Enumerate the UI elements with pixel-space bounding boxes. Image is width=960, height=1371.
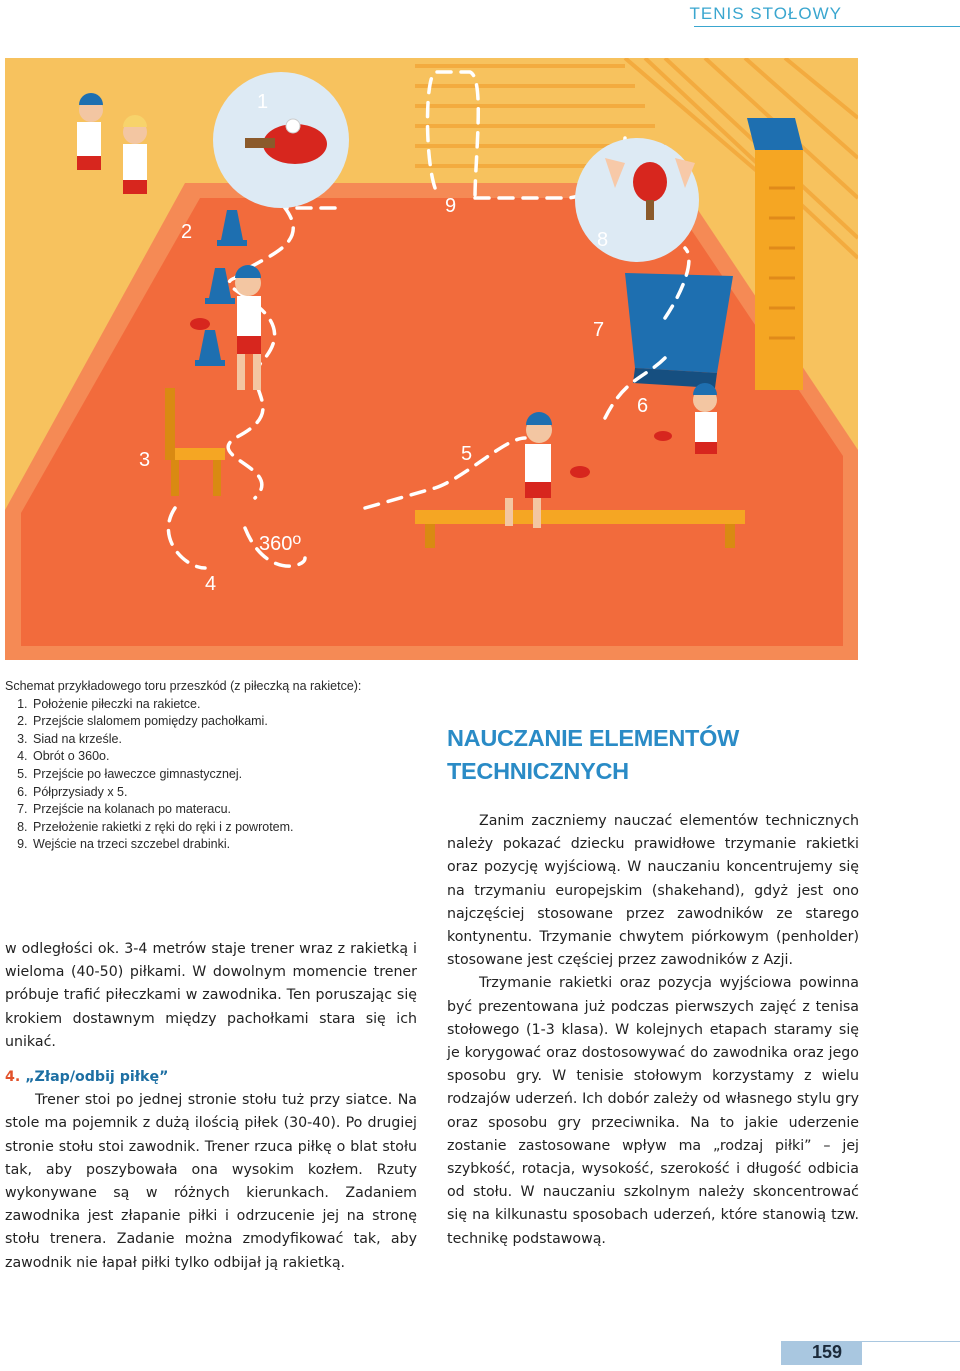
section-heading [447,722,859,788]
heading-line: NAUCZANIE ELEMENTÓW [447,725,739,751]
caption-title: Schemat przykładowego toru przeszkód (z piłeczką na rakietce): [5,679,362,693]
header-divider [694,26,960,27]
list-item: 1. Położenie piłeczki na rakietce. [31,696,405,714]
exercise-title: „Złap/odbij piłkę” [25,1069,169,1086]
body-paragraph: Trzymanie rakietki oraz pozycja wyjściowa powinna być prezentowana już podczas pierwszych zajęć z tenisa stołowego (1-3 klasa). W kolejnych etapach staramy się je korygować oraz dostosowywać do zawodnika oraz jego sposobu gry. W tenisie stołowym korzystamy z wielu rodzajów uderzeń. Ich dobór zależy od własnego stylu gry oraz sposobu gry przeciwnika. Na to jakie uderzenie zostanie zastosowane wpływ ma „rodzaj piłki” – jej szybkość, rotacja, wysokość, szerokość i długość odbicia od stołu. W nauczaniu szkolnym należy skoncentrować się na kilkunastu sposobach uderzeń, które stanowią tzw. technikę podstawową. [447,975,859,1247]
child-figure-icon [123,115,147,194]
list-item: 4. Obrót o 360o. [31,748,405,766]
list-item: 3. Siad na krześle. [31,731,405,749]
station-number: 2 [181,221,193,243]
exercise-number: 4. [5,1069,21,1086]
page-number: 159 [812,1342,843,1362]
figure-caption [5,678,405,854]
station-number: 9 [445,195,457,217]
list-item: 2. Przejście slalomem pomiędzy pachołkami. [31,713,405,731]
bench-icon [747,118,803,390]
list-item: 9. Wejście na trzeci szczebel drabinki. [31,836,405,854]
station-number: 3 [139,449,151,471]
station-number: 5 [461,443,473,465]
caption-list [5,696,405,854]
list-item: 5. Przejście po ławeczce gimnastycznej. [31,766,405,784]
page-header [0,0,960,28]
list-item: 8. Przełożenie rakietki z ręki do ręki i z powrotem. [31,819,405,837]
rotation-label: 360$^o$ [259,531,302,555]
exercise-heading [5,1066,417,1089]
heading-line: TECHNICZNYCH [447,758,629,784]
left-column [5,938,417,1275]
station-number: 8 [597,229,609,251]
body-paragraph: Trener stoi po jednej stronie stołu tuż przy siatce. Na stole ma pojemnik z dużą ilością piłek (30-40). Po drugiej stronie stołu stoi zawodnik. Trener rzuca piłkę o blat stołu tak, aby poszybowała ona wysokim kozłem. Rzuty wykonywane są w różnych kierunkach. Zadaniem zawodnika jest złapanie piłki i odrzucenie jej na stronę stołu trenera. Zadanie można zmodyfikować tak, aby zawodnik nie łapał piłki tylko odbijał ją rakietką. [5,1092,417,1271]
section-title: TENIS STOŁOWY [689,4,842,23]
body-paragraph: w odległości ok. 3-4 metrów staje trener wraz z rakietką i wieloma (40-50) piłkami. W dowolnym momencie trener próbuje trafić piłeczkami w zawodnika. Ten poruszając się krokiem dostawnym między pachołkami stara się ich unikać. [5,941,417,1050]
footer-rule [862,1341,960,1365]
station-number: 6 [637,395,649,417]
list-item: 7. Przejście na kolanach po materacu. [31,801,405,819]
right-column [447,722,859,1251]
station-number: 4 [205,573,217,595]
obstacle-course-illustration [5,58,858,660]
station-number: 7 [593,319,605,341]
list-item: 6. Półprzysiady x 5. [31,784,405,802]
child-figure-icon [77,93,103,170]
station-8-callout [575,138,699,262]
body-paragraph: Zanim zaczniemy nauczać elementów technicznych należy pokazać dziecku prawidłowe trzymanie rakietki oraz pozycję wyjściową. W nauczaniu koncentrujemy się na trzymaniu europejskim (shakehand), gdyż jest ono najczęściej stosowane przez zawodników ze starego kontynentu. Trzymanie chwytem piórkowym (penholder) stosowane jest częściej przez zawodników z Azji. [447,813,859,969]
station-number: 1 [257,91,269,113]
